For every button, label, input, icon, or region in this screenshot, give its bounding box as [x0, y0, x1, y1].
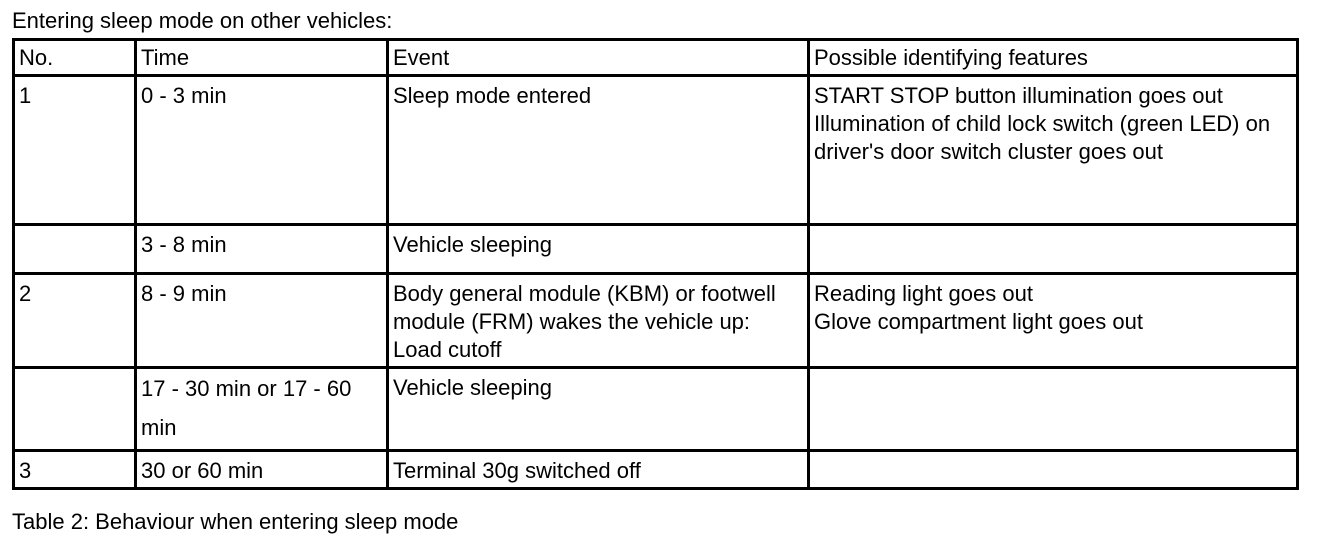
cell-no: 1	[14, 76, 136, 225]
cell-no	[14, 225, 136, 274]
cell-time: 8 - 9 min	[136, 274, 388, 368]
column-header-time: Time	[136, 40, 388, 76]
cell-time: 30 or 60 min	[136, 451, 388, 489]
table-row	[14, 368, 1298, 451]
sleep-mode-table	[12, 38, 1299, 490]
column-header-features: Possible identifying features	[809, 40, 1298, 76]
cell-time: 3 - 8 min	[136, 225, 388, 274]
cell-event: Vehicle sleeping	[388, 368, 809, 451]
cell-event: Body general module (KBM) or footwell module (FRM) wakes the vehicle up: Load cutoff	[388, 274, 809, 368]
table-row	[14, 225, 1298, 274]
cell-event: Sleep mode entered	[388, 76, 809, 225]
table-row	[14, 76, 1298, 225]
table-row	[14, 274, 1298, 368]
table-caption: Table 2: Behaviour when entering sleep mode	[12, 509, 459, 534]
table-header-row	[14, 40, 1298, 76]
column-header-event: Event	[388, 40, 809, 76]
cell-event: Vehicle sleeping	[388, 225, 809, 274]
cell-time: 0 - 3 min	[136, 76, 388, 225]
cell-event: Terminal 30g switched off	[388, 451, 809, 489]
cell-features	[809, 451, 1298, 489]
cell-no	[14, 368, 136, 451]
cell-features: START STOP button illumination goes out Illumination of child lock switch (green LED) on driver's door switch cluster goes out	[809, 76, 1298, 225]
cell-features	[809, 368, 1298, 451]
column-header-no: No.	[14, 40, 136, 76]
table-heading: Entering sleep mode on other vehicles:	[12, 8, 393, 33]
cell-features: Reading light goes out Glove compartment light goes out	[809, 274, 1298, 368]
table-row	[14, 451, 1298, 489]
cell-no: 2	[14, 274, 136, 368]
cell-no: 3	[14, 451, 136, 489]
cell-features	[809, 225, 1298, 274]
cell-time: 17 - 30 min or 17 - 60 min	[136, 368, 388, 451]
